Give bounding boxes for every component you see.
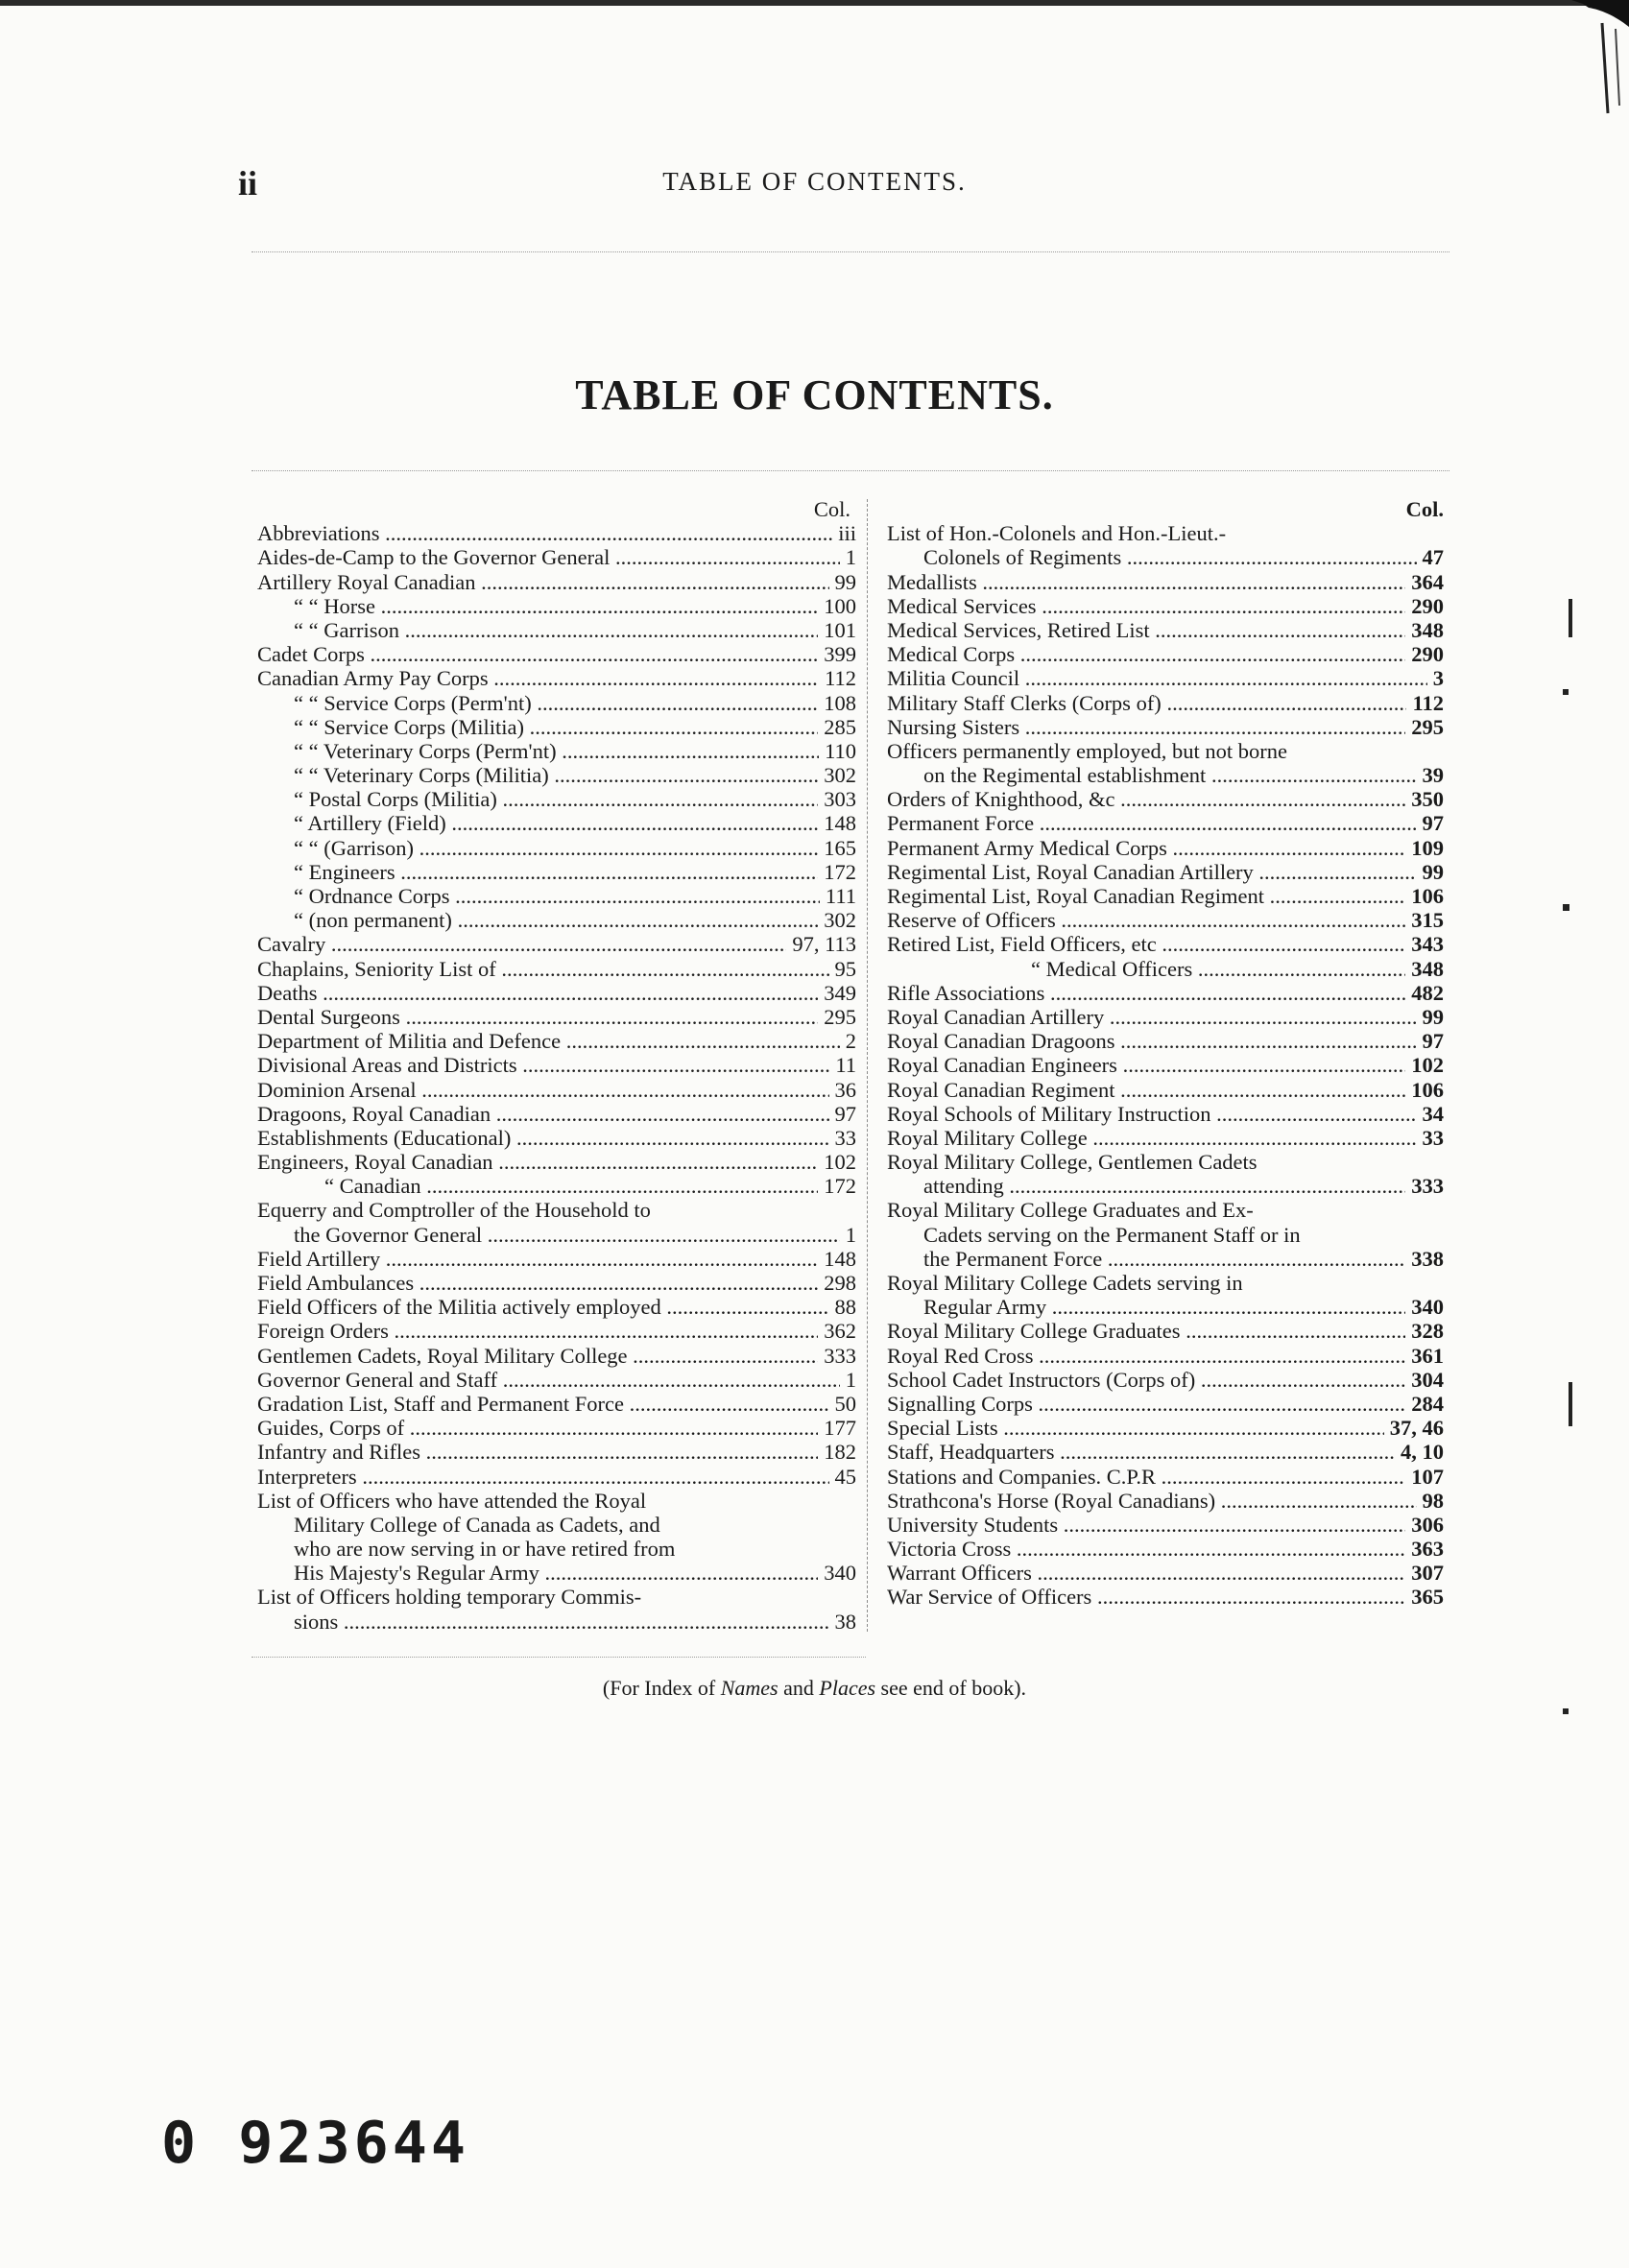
toc-entry-column-number: 1 (840, 1368, 856, 1392)
toc-entry-column-number: 148 (818, 1247, 856, 1271)
toc-entry (257, 1102, 856, 1126)
toc-entry (887, 957, 1444, 981)
toc-entry-title: Royal Military College Cadets serving in (887, 1271, 1243, 1295)
toc-entry (257, 1610, 856, 1634)
toc-entry-column-number: 333 (1405, 1174, 1444, 1198)
margin-mark (1569, 599, 1572, 637)
toc-entry-title: Gradation List, Staff and Permanent Force ..... (257, 1392, 856, 1416)
toc-entry-column-number: 50 (829, 1392, 857, 1416)
toc-entry-title: “ “ (Garrison) ..... (294, 836, 856, 860)
toc-entry-title: Divisional Areas and Districts ..... (257, 1053, 856, 1077)
toc-entry (257, 594, 856, 618)
toc-entry-title: on the Regimental establishment ..... (923, 763, 1444, 787)
toc-entry-column-number: 1 (840, 545, 856, 569)
toc-entry-title: Abbreviations ..... (257, 521, 856, 545)
toc-entry-title: List of Officers holding temporary Commis- (257, 1585, 642, 1610)
toc-entry (257, 1126, 856, 1150)
toc-entry (257, 981, 856, 1005)
toc-entry-title: Regimental List, Royal Canadian Artillery ..... (887, 860, 1444, 884)
toc-entry-column-number: 99 (829, 570, 857, 594)
footnote-open: (For Index of (602, 1676, 721, 1700)
toc-entry-column-number: 172 (818, 1174, 856, 1198)
toc-entry (887, 545, 1444, 569)
toc-entry-title: Foreign Orders ..... (257, 1319, 856, 1343)
toc-entry-title: List of Hon.-Colonels and Hon.-Lieut.- (887, 521, 1227, 546)
toc-entry (887, 1271, 1444, 1295)
toc-entry-column-number: 97, 113 (786, 932, 856, 956)
toc-entry (257, 860, 856, 884)
toc-entry-title: War Service of Officers ..... (887, 1585, 1444, 1609)
toc-entry-title: University Students ..... (887, 1513, 1444, 1537)
toc-entry-column-number: 107 (1405, 1465, 1444, 1489)
toc-entry-title: Military College of Canada as Cadets, and (294, 1512, 660, 1537)
toc-entry-title: Warrant Officers ..... (887, 1561, 1444, 1585)
toc-entry (887, 1247, 1444, 1271)
toc-entry-column-number: 172 (818, 860, 856, 884)
toc-entry (257, 1489, 856, 1513)
toc-entry (887, 1561, 1444, 1585)
toc-entry-title: Engineers, Royal Canadian ..... (257, 1150, 856, 1174)
toc-entry-title: Dental Surgeons ..... (257, 1005, 856, 1029)
toc-entry-column-number: 38 (829, 1610, 857, 1634)
toc-entry-column-number: 101 (818, 618, 856, 642)
column-divider (867, 499, 868, 1632)
toc-entry-column-number: 33 (829, 1126, 857, 1150)
toc-entry (887, 1585, 1444, 1609)
toc-entry-title: “ Medical Officers ..... (1031, 957, 1444, 981)
toc-entry (257, 1198, 856, 1222)
toc-entry (257, 1005, 856, 1029)
toc-entry-column-number: 37, 46 (1384, 1416, 1444, 1440)
toc-entry-title: Infantry and Rifles ..... (257, 1440, 856, 1464)
toc-entry-title: Field Artillery ..... (257, 1247, 856, 1271)
toc-entry (887, 594, 1444, 618)
toc-entry-title: Field Ambulances ..... (257, 1271, 856, 1295)
toc-entry-title: Cadet Corps ..... (257, 642, 856, 666)
toc-entry (887, 1126, 1444, 1150)
toc-entry-title: Aides-de-Camp to the Governor General ..... (257, 545, 856, 569)
toc-entry-title: Cavalry ..... (257, 932, 856, 956)
toc-entry (887, 1150, 1444, 1174)
toc-entry-column-number: 182 (818, 1440, 856, 1464)
toc-entry-column-number: 97 (829, 1102, 857, 1126)
toc-entry-title: Royal Canadian Dragoons ..... (887, 1029, 1444, 1053)
toc-entry-title: the Governor General ..... (294, 1223, 856, 1247)
toc-entry-column-number: 338 (1405, 1247, 1444, 1271)
contents-column-right (887, 497, 1444, 1610)
toc-entry (257, 1319, 856, 1343)
title-rule (252, 470, 1449, 471)
toc-entry-column-number: 302 (818, 763, 856, 787)
toc-entry-column-number: 11 (829, 1053, 856, 1077)
toc-entry (887, 1489, 1444, 1513)
toc-entry-column-number: 340 (1405, 1295, 1444, 1319)
toc-entry-title: Orders of Knighthood, &c ..... (887, 787, 1444, 811)
toc-entry (887, 666, 1444, 690)
footnote-places: Places (819, 1676, 876, 1700)
toc-entry-title: Canadian Army Pay Corps ..... (257, 666, 856, 690)
toc-entry (887, 811, 1444, 835)
toc-entry (257, 908, 856, 932)
toc-entry-column-number: 39 (1417, 763, 1445, 787)
toc-entry-column-number: 306 (1405, 1513, 1444, 1537)
toc-entry (257, 932, 856, 956)
toc-entry-title: Dragoons, Royal Canadian ..... (257, 1102, 856, 1126)
toc-entry-title: “ Engineers ..... (294, 860, 856, 884)
toc-entry (887, 884, 1444, 908)
toc-entry-title: Dominion Arsenal ..... (257, 1078, 856, 1102)
toc-entry (887, 1174, 1444, 1198)
toc-entry (257, 739, 856, 763)
toc-entry-title: Department of Militia and Defence ..... (257, 1029, 856, 1053)
toc-entry-title: Artillery Royal Canadian ..... (257, 570, 856, 594)
toc-entry-title: “ (non permanent) ..... (294, 908, 856, 932)
toc-entry (257, 1295, 856, 1319)
toc-entry-title: Royal Military College Graduates and Ex- (887, 1198, 1254, 1223)
toc-entry-title: “ “ Garrison ..... (294, 618, 856, 642)
toc-entry (887, 1198, 1444, 1222)
toc-entry-title: Gentlemen Cadets, Royal Military College ..... (257, 1344, 856, 1368)
toc-entry-title: Establishments (Educational) ..... (257, 1126, 856, 1150)
toc-entry-column-number: 112 (1406, 691, 1444, 715)
toc-entry-column-number: 99 (1417, 860, 1445, 884)
toc-entry-column-number: 303 (818, 787, 856, 811)
toc-entry (257, 763, 856, 787)
toc-entry-title: the Permanent Force ..... (923, 1247, 1444, 1271)
toc-entry (887, 570, 1444, 594)
toc-entry-column-number: 361 (1405, 1344, 1444, 1368)
toc-entry (887, 739, 1444, 763)
toc-entry-title: Equerry and Comptroller of the Household to (257, 1198, 651, 1223)
footnote-close: see end of book). (875, 1676, 1027, 1700)
toc-entry-column-number: 97 (1417, 811, 1445, 835)
running-title: TABLE OF CONTENTS. (662, 167, 967, 196)
toc-entry (257, 1440, 856, 1464)
toc-entry (257, 570, 856, 594)
toc-entry (887, 1319, 1444, 1343)
toc-entry-column-number: 349 (818, 981, 856, 1005)
toc-entry-column-number: 295 (1405, 715, 1444, 739)
toc-entry-column-number: 109 (1405, 836, 1444, 860)
toc-entry-title: Rifle Associations ..... (887, 981, 1444, 1005)
toc-entry (887, 1053, 1444, 1077)
toc-entry-title: who are now serving in or have retired from (294, 1537, 676, 1562)
toc-entry-column-number: 290 (1405, 642, 1444, 666)
toc-entry-column-number: 290 (1405, 594, 1444, 618)
footnote-and: and (778, 1676, 820, 1700)
toc-entry-column-number: 348 (1405, 618, 1444, 642)
toc-entry (257, 1271, 856, 1295)
toc-entry (257, 836, 856, 860)
toc-entry-title: Guides, Corps of ..... (257, 1416, 856, 1440)
toc-entry-column-number: 399 (818, 642, 856, 666)
toc-entry-title: Nursing Sisters ..... (887, 715, 1444, 739)
toc-entry-column-number: 284 (1405, 1392, 1444, 1416)
toc-entry (257, 884, 856, 908)
toc-entry (257, 811, 856, 835)
toc-entry (887, 908, 1444, 932)
toc-entry-column-number: 482 (1405, 981, 1444, 1005)
toc-entry-column-number: 99 (1417, 1005, 1445, 1029)
margin-mark (1563, 689, 1569, 695)
toc-entry (887, 691, 1444, 715)
margin-mark (1563, 1708, 1569, 1714)
toc-entry-title: Signalling Corps ..... (887, 1392, 1444, 1416)
margin-mark (1569, 1382, 1572, 1426)
toc-entry (257, 1585, 856, 1609)
toc-entry-column-number: 364 (1405, 570, 1444, 594)
contents-column-left (257, 497, 856, 1634)
toc-entry-title: Royal Military College Graduates ..... (887, 1319, 1444, 1343)
toc-entry-column-number: 112 (819, 666, 856, 690)
toc-entry-title: Stations and Companies. C.P.R ..... (887, 1465, 1444, 1489)
toc-entry (887, 787, 1444, 811)
toc-entry-column-number: 285 (818, 715, 856, 739)
toc-entry (257, 1150, 856, 1174)
toc-entry (257, 715, 856, 739)
toc-entry-column-number: 102 (818, 1150, 856, 1174)
toc-entry (257, 1465, 856, 1489)
toc-entry-column-number: 148 (818, 811, 856, 835)
toc-entry-title: Militia Council ..... (887, 666, 1444, 690)
toc-entry-column-number: 3 (1427, 666, 1444, 690)
toc-entry-column-number: 110 (819, 739, 856, 763)
toc-entry-title: “ Postal Corps (Militia) ..... (294, 787, 856, 811)
toc-entry-title: Permanent Force ..... (887, 811, 1444, 835)
toc-entry-title: Governor General and Staff ..... (257, 1368, 856, 1392)
toc-entry (887, 1537, 1444, 1561)
index-footnote (0, 1676, 1629, 1701)
bottom-rule (252, 1657, 866, 1658)
toc-entry-column-number: 343 (1405, 932, 1444, 956)
toc-entry-title: List of Officers who have attended the Royal (257, 1488, 647, 1513)
toc-entry (257, 642, 856, 666)
page-curl-mark (1571, 0, 1629, 115)
toc-entry (887, 836, 1444, 860)
toc-entry-column-number: 328 (1405, 1319, 1444, 1343)
toc-entry (887, 1368, 1444, 1392)
toc-entry (257, 618, 856, 642)
toc-entry (257, 545, 856, 569)
toc-entry (257, 1513, 856, 1537)
toc-entry-column-number: 298 (818, 1271, 856, 1295)
toc-entry-title: Field Officers of the Militia actively employed ..... (257, 1295, 856, 1319)
toc-entry-title: Royal Canadian Engineers ..... (887, 1053, 1444, 1077)
toc-entry (887, 932, 1444, 956)
toc-entry-title: Officers permanently employed, but not borne (887, 738, 1287, 763)
toc-entry-column-number: 33 (1417, 1126, 1445, 1150)
toc-entry-column-number: 177 (818, 1416, 856, 1440)
toc-entry (257, 1247, 856, 1271)
toc-entry-title: Royal Red Cross ..... (887, 1344, 1444, 1368)
toc-entry-title: Reserve of Officers ..... (887, 908, 1444, 932)
toc-entry (887, 981, 1444, 1005)
toc-entry-title: Royal Military College ..... (887, 1126, 1444, 1150)
toc-entry (257, 691, 856, 715)
toc-entry-title: Cadets serving on the Permanent Staff or in (923, 1222, 1301, 1247)
toc-entry-title: “ “ Service Corps (Militia) ..... (294, 715, 856, 739)
header-rule (252, 251, 1449, 252)
toc-entry (257, 1392, 856, 1416)
toc-entry-title: sions ..... (294, 1610, 856, 1634)
toc-entry-title: attending ..... (923, 1174, 1444, 1198)
toc-entry (887, 860, 1444, 884)
toc-entry-title: Deaths ..... (257, 981, 856, 1005)
toc-entry-title: Royal Military College, Gentlemen Cadets (887, 1150, 1258, 1175)
toc-entry-title: Chaplains, Seniority List of ..... (257, 957, 856, 981)
toc-entry-title: His Majesty's Regular Army ..... (294, 1561, 856, 1585)
toc-entry (887, 1465, 1444, 1489)
toc-entry-column-number: 340 (818, 1561, 856, 1585)
toc-entry-title: Royal Schools of Military Instruction ..... (887, 1102, 1444, 1126)
toc-entry-column-number: 302 (818, 908, 856, 932)
toc-entry-column-number: 100 (818, 594, 856, 618)
toc-entry (887, 1029, 1444, 1053)
toc-entry-column-number: iii (832, 521, 856, 545)
toc-entry (887, 1223, 1444, 1247)
toc-entry-title: Retired List, Field Officers, etc ..... (887, 932, 1444, 956)
toc-entry-title: Colonels of Regiments ..... (923, 545, 1444, 569)
toc-entry (257, 1344, 856, 1368)
toc-entry-title: “ “ Veterinary Corps (Perm'nt) ..... (294, 739, 856, 763)
toc-entry-title: “ “ Service Corps (Perm'nt) ..... (294, 691, 856, 715)
toc-entry-column-number: 365 (1405, 1585, 1444, 1609)
toc-entry-title: Royal Canadian Artillery ..... (887, 1005, 1444, 1029)
toc-entry-column-number: 88 (829, 1295, 857, 1319)
toc-entry (257, 957, 856, 981)
column-header-right: Col. (1405, 497, 1444, 521)
toc-entry-column-number: 34 (1417, 1102, 1445, 1126)
toc-entry-column-number: 97 (1417, 1029, 1445, 1053)
toc-entry (257, 787, 856, 811)
toc-entry-title: Medical Services ..... (887, 594, 1444, 618)
toc-entry (257, 1416, 856, 1440)
toc-entry (887, 1295, 1444, 1319)
toc-entry-column-number: 362 (818, 1319, 856, 1343)
toc-entry-column-number: 1 (840, 1223, 856, 1247)
toc-entry (257, 1368, 856, 1392)
toc-entry (887, 1513, 1444, 1537)
toc-entry-column-number: 348 (1405, 957, 1444, 981)
toc-entry-column-number: 333 (818, 1344, 856, 1368)
toc-entry (887, 1102, 1444, 1126)
toc-entry (887, 1440, 1444, 1464)
toc-entry-title: “ “ Horse ..... (294, 594, 856, 618)
toc-entry-title: Medallists ..... (887, 570, 1444, 594)
toc-entry-title: Victoria Cross ..... (887, 1537, 1444, 1561)
toc-entry-column-number: 95 (829, 957, 857, 981)
toc-entry (887, 521, 1444, 545)
toc-entry-column-number: 4, 10 (1395, 1440, 1444, 1464)
toc-entry-column-number: 36 (829, 1078, 857, 1102)
toc-entry (257, 521, 856, 545)
toc-entry-title: Medical Corps ..... (887, 642, 1444, 666)
margin-mark (1563, 904, 1569, 911)
toc-entry (257, 1223, 856, 1247)
toc-entry-title: Strathcona's Horse (Royal Canadians) ..... (887, 1489, 1444, 1513)
toc-entry-column-number: 2 (840, 1029, 856, 1053)
toc-entry-column-number: 307 (1405, 1561, 1444, 1585)
toc-entry (257, 1537, 856, 1561)
toc-entry-title: “ Ordnance Corps ..... (294, 884, 856, 908)
toc-entry (887, 618, 1444, 642)
toc-entry (887, 715, 1444, 739)
toc-entry-title: “ Canadian ..... (324, 1174, 856, 1198)
scan-top-edge (0, 0, 1629, 6)
toc-entry-column-number: 102 (1405, 1053, 1444, 1077)
toc-entry-title: “ Artillery (Field) ..... (294, 811, 856, 835)
toc-entry-title: Special Lists ..... (887, 1416, 1444, 1440)
toc-entry-column-number: 108 (818, 691, 856, 715)
toc-entry-column-number: 165 (818, 836, 856, 860)
toc-entry (257, 1029, 856, 1053)
column-header-left: Col. (813, 497, 850, 521)
toc-entry (887, 1005, 1444, 1029)
toc-entry (887, 1344, 1444, 1368)
toc-entry-title: Military Staff Clerks (Corps of) ..... (887, 691, 1444, 715)
toc-entry-title: Medical Services, Retired List ..... (887, 618, 1444, 642)
running-head (0, 163, 1629, 202)
toc-entry (887, 1392, 1444, 1416)
toc-entry (257, 1561, 856, 1585)
toc-entry-title: “ “ Veterinary Corps (Militia) ..... (294, 763, 856, 787)
page-title: TABLE OF CONTENTS. (575, 371, 1054, 418)
toc-entry-column-number: 350 (1405, 787, 1444, 811)
toc-entry-column-number: 45 (829, 1465, 857, 1489)
toc-entry (887, 763, 1444, 787)
toc-entry-column-number: 295 (818, 1005, 856, 1029)
toc-entry (887, 1078, 1444, 1102)
toc-entry-title: Regimental List, Royal Canadian Regiment ..... (887, 884, 1444, 908)
toc-entry (257, 1174, 856, 1198)
toc-entry (257, 1053, 856, 1077)
toc-entry-column-number: 47 (1417, 545, 1445, 569)
toc-entry-column-number: 304 (1405, 1368, 1444, 1392)
toc-entry (257, 666, 856, 690)
toc-entry-title: Interpreters ..... (257, 1465, 856, 1489)
toc-entry-title: Regular Army ..... (923, 1295, 1444, 1319)
toc-entry-column-number: 106 (1405, 1078, 1444, 1102)
toc-entry-column-number: 111 (820, 884, 856, 908)
toc-entry-title: Staff, Headquarters ..... (887, 1440, 1444, 1464)
toc-entry-title: School Cadet Instructors (Corps of) ..... (887, 1368, 1444, 1392)
toc-entry (257, 1078, 856, 1102)
catalog-stamp: 0 923644 (161, 2110, 469, 2177)
footnote-names: Names (720, 1676, 779, 1700)
toc-entry-title: Royal Canadian Regiment ..... (887, 1078, 1444, 1102)
toc-entry (887, 642, 1444, 666)
toc-entry-title: Permanent Army Medical Corps ..... (887, 836, 1444, 860)
toc-entry-column-number: 98 (1417, 1489, 1445, 1513)
toc-entry-column-number: 106 (1405, 884, 1444, 908)
toc-entry-column-number: 315 (1405, 908, 1444, 932)
toc-entry-column-number: 363 (1405, 1537, 1444, 1561)
page-number: ii (238, 164, 258, 203)
toc-entry (887, 1416, 1444, 1440)
